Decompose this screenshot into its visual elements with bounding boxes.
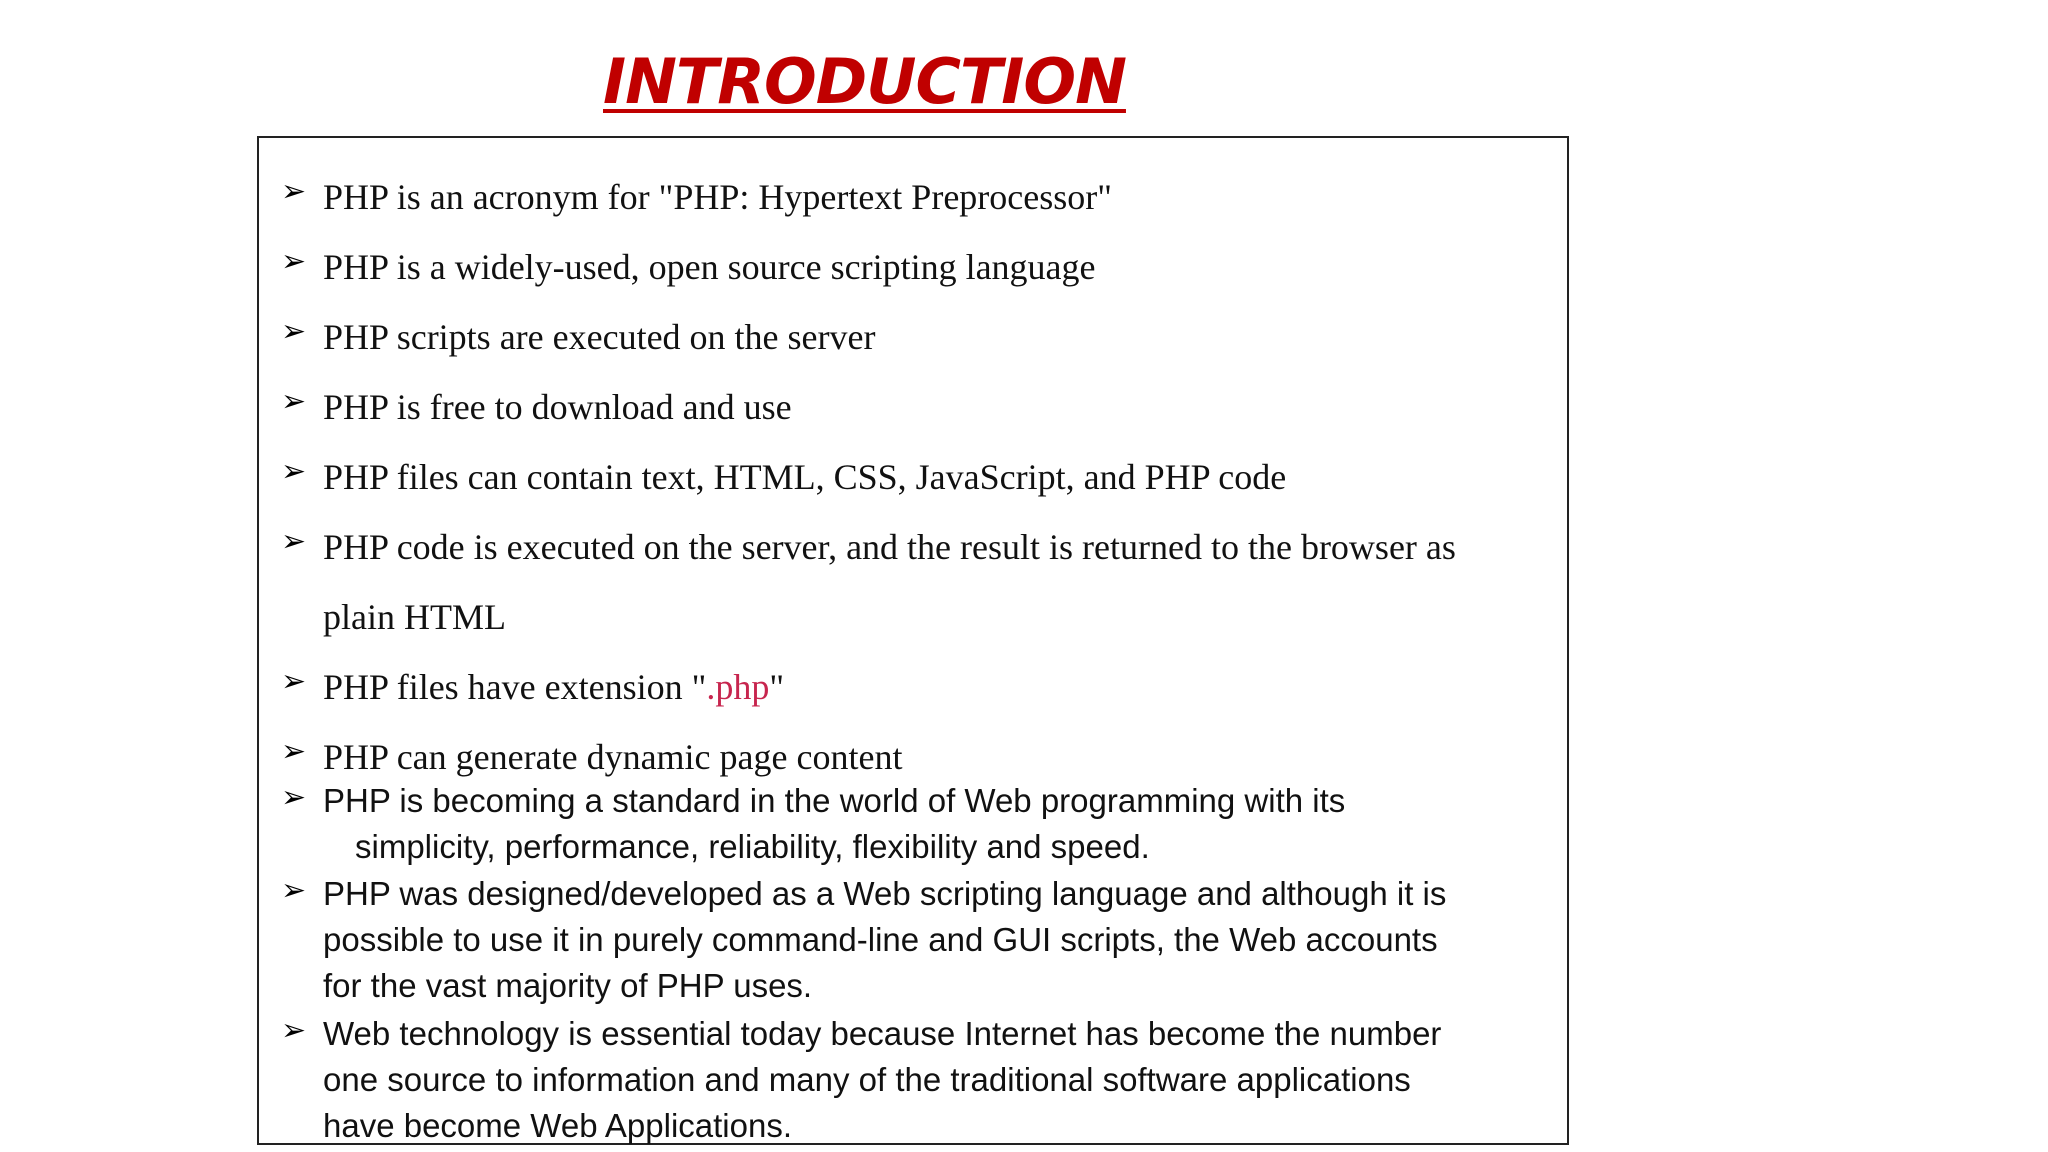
bullet-text: PHP is a widely-used, open source scripting language (323, 247, 1096, 287)
bullet-text: PHP is an acronym for "PHP: Hypertext Preprocessor" (323, 177, 1112, 217)
arrow-bullet-icon: ➢ (281, 524, 307, 559)
bullet-line: PHP code is executed on the server, and the result is returned to the browser as (323, 527, 1456, 567)
bullet-text: PHP scripts are executed on the server (323, 317, 876, 357)
slide-title: INTRODUCTION (603, 45, 1126, 118)
arrow-bullet-icon: ➢ (281, 1013, 307, 1048)
bullet-text (323, 512, 1553, 652)
bullet-text (323, 778, 1553, 870)
bullet-text: PHP is free to download and use (323, 387, 792, 427)
arrow-bullet-icon: ➢ (281, 873, 307, 908)
file-extension: .php (706, 667, 770, 707)
bullet-line: simplicity, performance, reliability, flexibility and speed. (355, 828, 1150, 865)
bullet-text-suffix: " (769, 667, 785, 707)
bullet-line: possible to use it in purely command-line and GUI scripts, the Web accounts (323, 921, 1438, 958)
arrow-bullet-icon: ➢ (281, 174, 307, 209)
bullet-text (323, 652, 1553, 722)
bullet-text (323, 1011, 1553, 1149)
bullet-text: PHP can generate dynamic page content (323, 737, 903, 777)
bullet-text (323, 871, 1553, 1009)
arrow-bullet-icon: ➢ (281, 244, 307, 279)
arrow-bullet-icon: ➢ (281, 664, 307, 699)
arrow-bullet-icon: ➢ (281, 734, 307, 769)
bullet-text-prefix: PHP files have extension " (323, 667, 707, 707)
arrow-bullet-icon: ➢ (281, 780, 307, 815)
arrow-bullet-icon: ➢ (281, 454, 307, 489)
bullet-text: PHP files can contain text, HTML, CSS, JavaScript, and PHP code (323, 457, 1287, 497)
arrow-bullet-icon: ➢ (281, 314, 307, 349)
bullet-line: for the vast majority of PHP uses. (323, 967, 813, 1004)
bullet-line: PHP was designed/developed as a Web scripting language and although it is (323, 875, 1447, 912)
bullet-line: plain HTML (323, 597, 506, 637)
content-box (257, 136, 1569, 1145)
bullet-line: have become Web Applications. (323, 1107, 793, 1144)
bullet-line: Web technology is essential today because Internet has become the number (323, 1015, 1442, 1052)
bullet-line: one source to information and many of the traditional software applications (323, 1061, 1411, 1098)
bullet-line: PHP is becoming a standard in the world of Web programming with its (323, 782, 1346, 819)
arrow-bullet-icon: ➢ (281, 384, 307, 419)
